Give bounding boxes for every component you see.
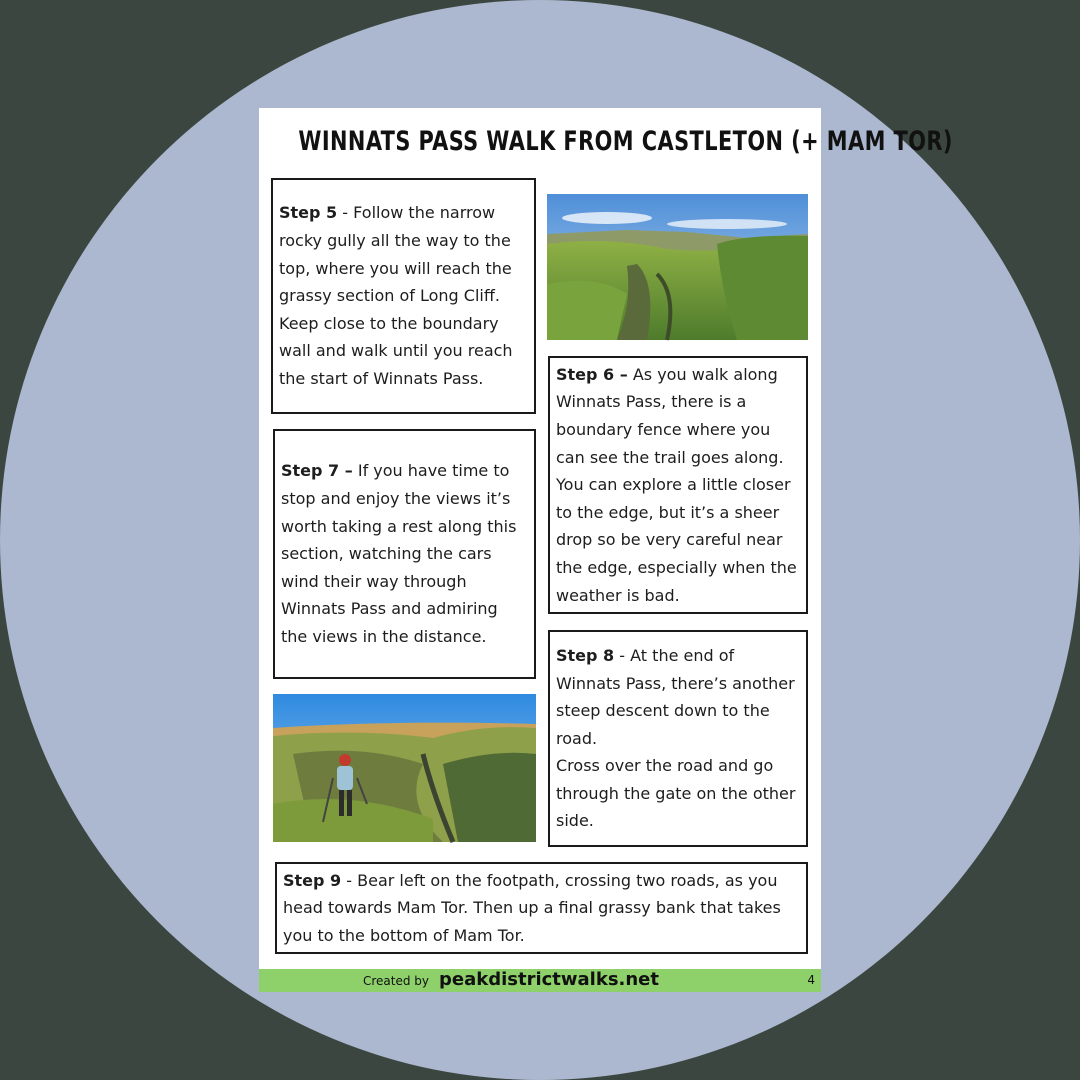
step-5-box: Step 5 - Follow the narrow rocky gully all the way to the top, where you will reach the grassy section of Long Cliff. Keep close to the boundary wall and walk until you reach the start of Winnats Pass. — [271, 178, 536, 414]
site-link[interactable]: peakdistrictwalks.net — [439, 969, 659, 990]
step-5-label: Step 5 — [279, 203, 338, 223]
step-8-text-2: Cross over the road and go through the gate on the other side. — [556, 756, 796, 831]
step-6-text: As you walk along Winnats Pass, there is a boundary fence where you can see the trail goes along. You can explore a little closer to the edge, but it’s a sheer drop so be very careful near the edge, especially when the weather is bad. — [556, 364, 797, 605]
step-5-text: Follow the narrow rocky gully all the way to the top, where you will reach the grassy section of Long Cliff. Keep close to the boundary wall and walk until you reach the start of Winnats Pass. — [279, 203, 513, 388]
step-8-label: Step 8 — [556, 645, 615, 665]
guide-page — [259, 108, 953, 992]
step-6-label: Step 6 – — [556, 364, 628, 384]
created-by-label: Created by — [363, 974, 430, 988]
gorge-landscape-image — [547, 194, 808, 340]
hiker-landscape-image — [273, 694, 536, 842]
page-title: WINNATS PASS WALK FROM CASTLETON (+ MAM TOR) — [298, 126, 953, 157]
step-7-text: If you have time to stop and enjoy the views it’s worth taking a rest along this section, watching the cars wind their way through Winnats Pass and admiring the views in the distance. — [281, 461, 517, 646]
step-8-box: Step 8 - At the end of Winnats Pass, there’s another steep descent down to the road. Cross over the road and go through the gate on the other side. — [548, 630, 808, 847]
step-9-label: Step 9 — [283, 870, 342, 890]
page-number: 4 — [807, 973, 815, 987]
step-9-text: Bear left on the footpath, crossing two roads, as you head towards Mam Tor. Then up a final grassy bank that takes you to the bottom of Mam Tor. — [283, 870, 781, 945]
step-9-box: Step 9 - Bear left on the footpath, crossing two roads, as you head towards Mam Tor. Then up a final grassy bank that takes you to the bottom of Mam Tor. — [275, 862, 808, 954]
step-7-box — [273, 429, 536, 679]
footer-bar — [259, 969, 821, 992]
hiker-photo — [273, 694, 536, 842]
step-8-text: At the end of Winnats Pass, there’s another steep descent down to the road. — [556, 645, 795, 748]
step-6-box — [548, 356, 808, 614]
winnats-gorge-photo — [547, 194, 808, 340]
step-7-label: Step 7 – — [281, 461, 353, 481]
